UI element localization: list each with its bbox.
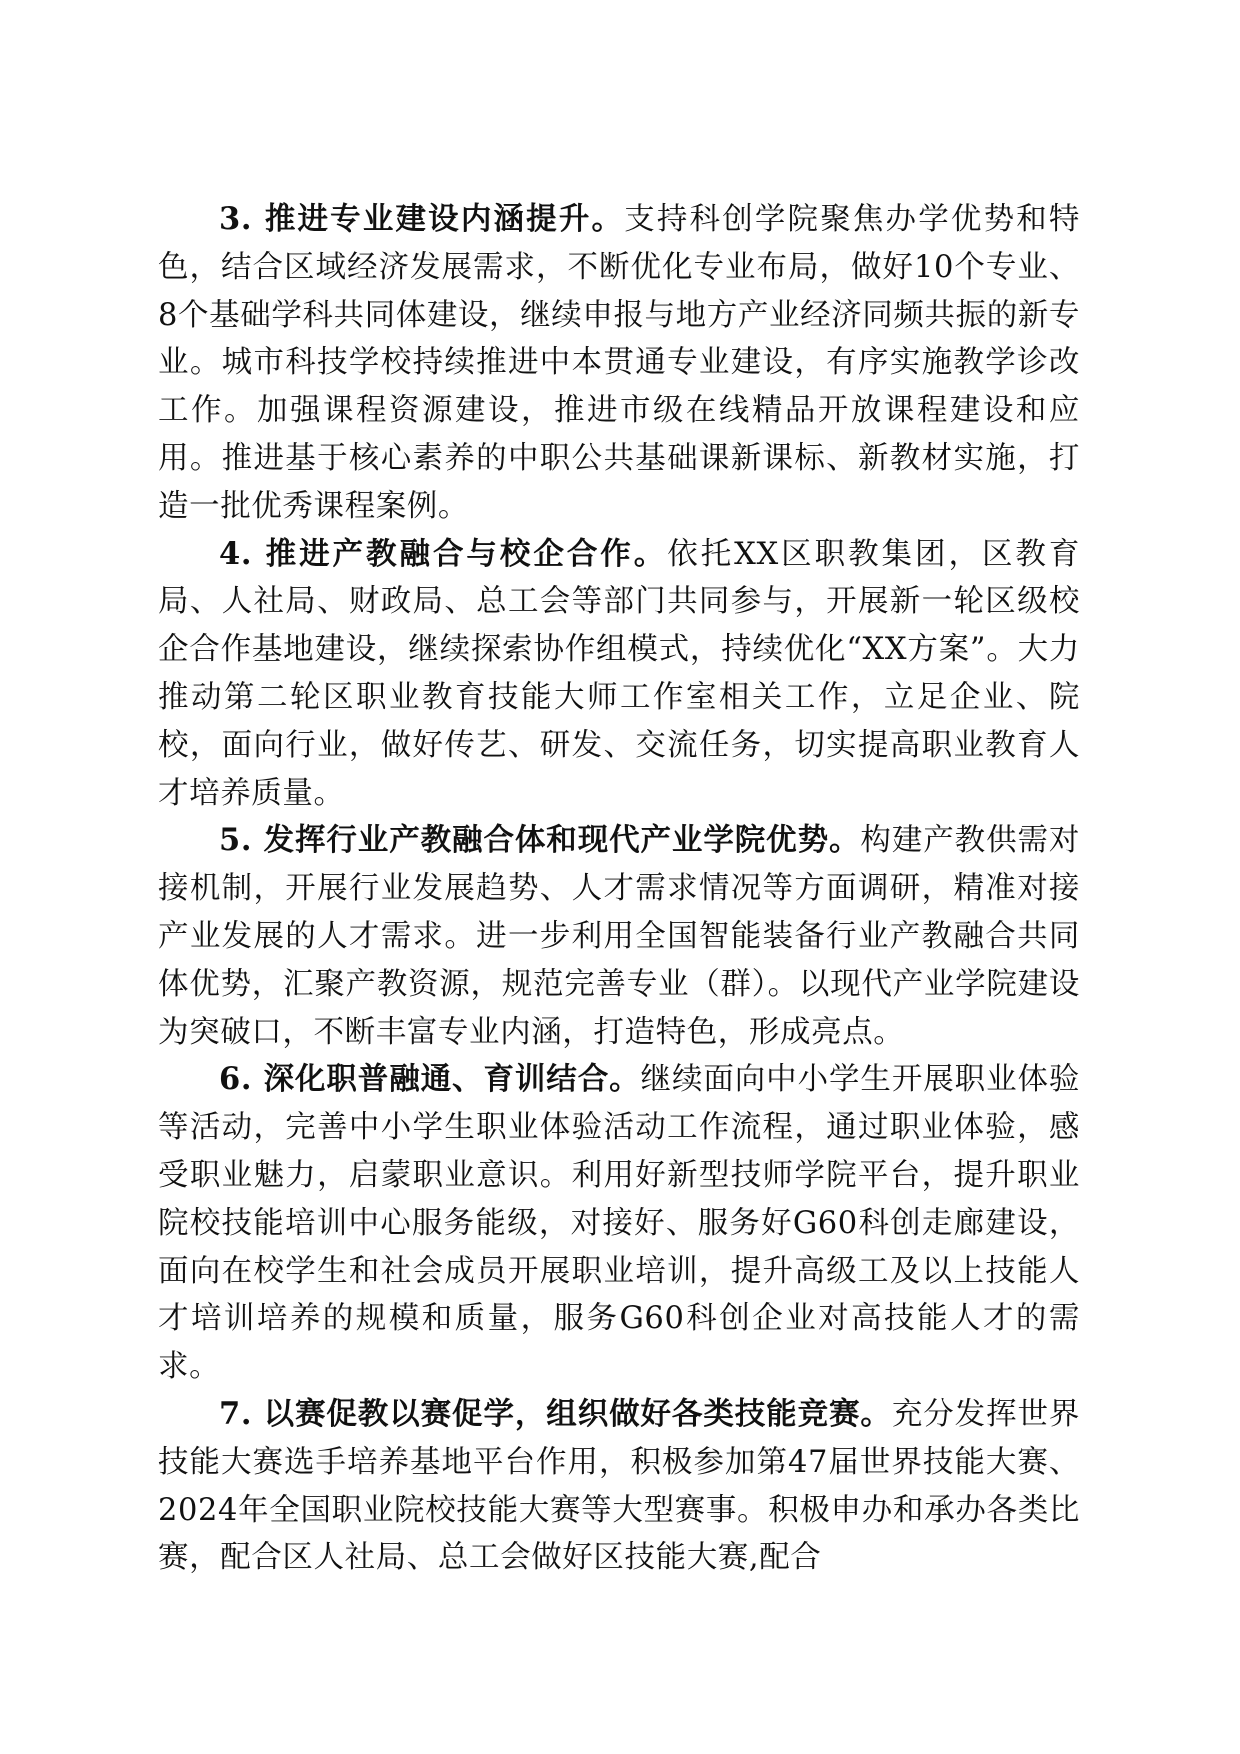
paragraph-5 <box>158 817 1080 1056</box>
paragraph-heading: 4. 推进产教融合与校企合作。 <box>219 535 668 572</box>
paragraph-text: 支持科创学院聚焦办学优势和特色，结合区域经济发展需求，不断优化专业布局，做好10个专业、8个基础学科共同体建设，继续申报与地方产业经济同频共振的新专业。城市科技学校持续推进中本贯通专业建设，有序实施教学诊改工作。加强课程资源建设，推进市级在线精品开放课程建设和应用。推进基于核心素养的中职公共基础课新课标、新教材实施，打造一批优秀课程案例。 <box>158 202 1081 524</box>
paragraph-text: 充分发挥世界技能大赛选手培养基地平台作用，积极参加第47届世界技能大赛、2024年全国职业院校技能大赛等大型赛事。积极申办和承办各类比赛，配合区人社局、总工会做好区技能大赛,配合 <box>158 1396 1080 1576</box>
paragraph-heading: 3. 推进专业建设内涵提升。 <box>219 201 625 237</box>
paragraph-heading: 5. 发挥行业产教融合体和现代产业学院优势。 <box>219 822 861 859</box>
paragraph-text: 构建产教供需对接机制，开展行业发展趋势、人才需求情况等方面调研，精准对接产业发展的人才需求。进一步利用全国智能装备行业产教融合共同体优势，汇聚产教资源，规范完善专业（群）。以现代产业学院建设为突破口，不断丰富专业内涵，打造特色，形成亮点。 <box>158 823 1080 1050</box>
paragraph-text: 继续面向中小学生开展职业体验等活动，完善中小学生职业体验活动工作流程，通过职业体验，感受职业魅力，启蒙职业意识。利用好新型技师学院平台，提升职业院校技能培训中心服务能级，对接好、服务好G60科创走廊建设，面向在校学生和社会成员开展职业培训，提升高级工及以上技能人才培训培养的规模和质量，服务G60科创企业对高技能人才的需求。 <box>158 1062 1080 1385</box>
document-body <box>158 196 1080 1582</box>
paragraph-heading: 6. 深化职普融通、育训结合。 <box>219 1061 641 1098</box>
paragraph-6 <box>158 1056 1080 1391</box>
paragraph-3 <box>158 196 1080 531</box>
paragraph-text: 依托XX区职教集团，区教育局、人社局、财政局、总工会等部门共同参与，开展新一轮区级校企合作基地建设，继续探索协作组模式，持续优化“XX方案”。大力推动第二轮区职业教育技能大师工作室相关工作，立足企业、院校，面向行业，做好传艺、研发、交流任务，切实提高职业教育人才培养质量。 <box>158 536 1080 811</box>
paragraph-heading: 7. 以赛促教以赛促学，组织做好各类技能竞赛。 <box>219 1395 892 1432</box>
paragraph-4 <box>158 531 1080 818</box>
paragraph-7 <box>158 1391 1080 1582</box>
